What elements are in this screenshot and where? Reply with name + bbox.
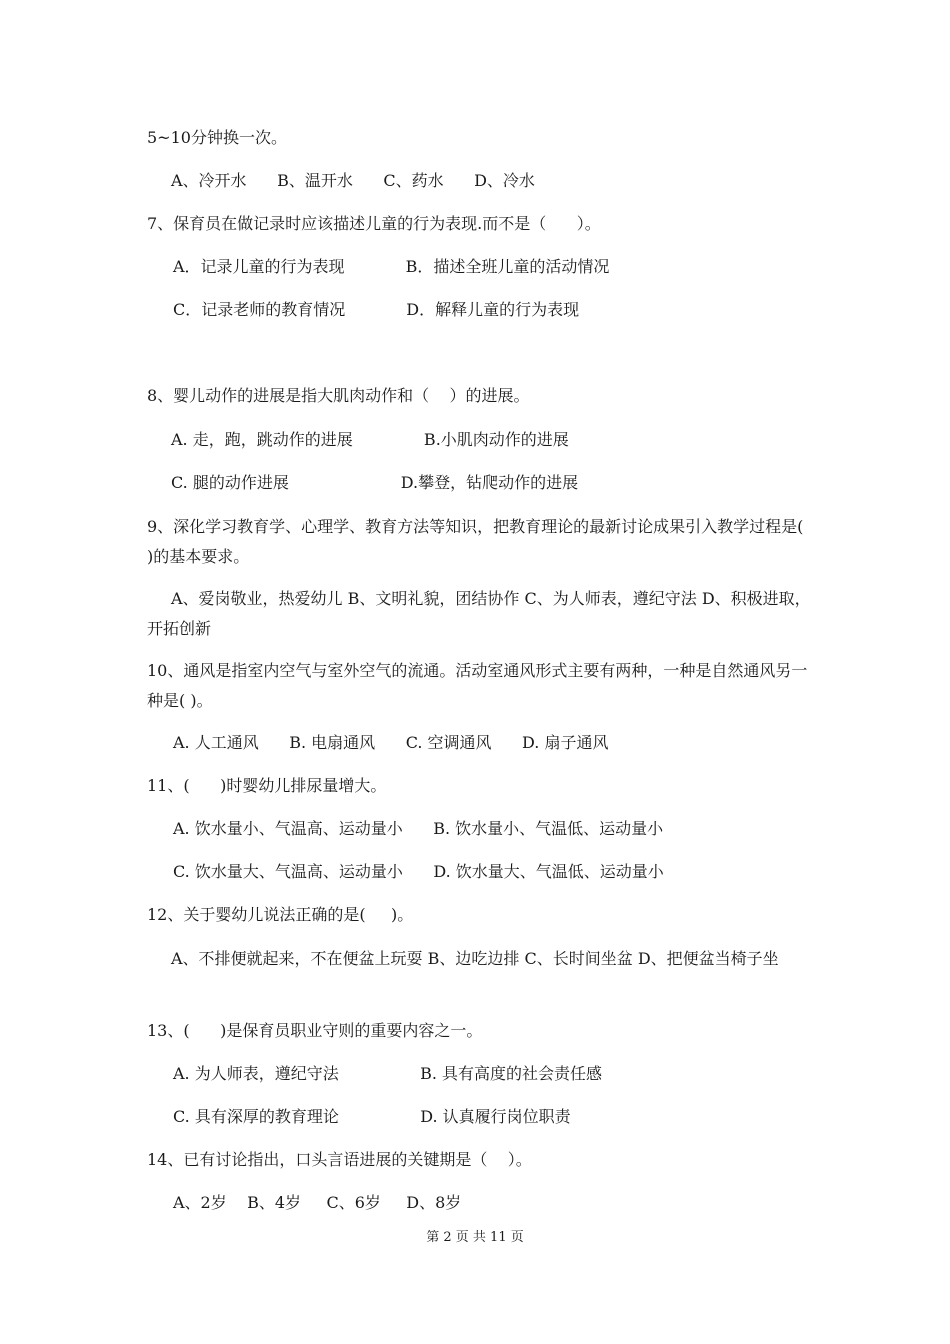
options-paragraph: A、爱岗敬业，热爱幼儿 B、文明礼貌，团结协作 C、为人师表，遵纪守法 D、积极进取，开拓创新 [147,589,811,638]
options-line: C．记录老师的教育情况 D．解释儿童的行为表现 [173,300,580,319]
options-line: C. 腿的动作进展 D.攀登，钻爬动作的进展 [171,473,579,492]
options-line: A. 饮水量小、气温高、运动量小 B. 饮水量小、气温低、运动量小 [173,819,664,838]
text-line: 5~10分钟换一次。 [147,128,287,147]
options-line: C. 具有深厚的教育理论 D. 认真履行岗位职责 [173,1107,571,1126]
options-line: C. 饮水量大、气温高、运动量小 D. 饮水量大、气温低、运动量小 [173,862,664,881]
options-line: A、冷开水 B、温开水 C、药水 D、冷水 [171,171,535,190]
question-9: 9、深化学习教育学、心理学、教育方法等知识，把教育理论的最新讨论成果引入教学过程是( )的基本要求。 [147,517,804,566]
question-10: 10、通风是指室内空气与室外空气的流通。活动室通风形式主要有两种，一种是自然通风另一种是( )。 [147,661,808,710]
question-8: 8、婴儿动作的进展是指大肌肉动作和（ ）的进展。 [147,386,530,405]
options-line: A．记录儿童的行为表现 B．描述全班儿童的活动情况 [173,257,610,276]
question-13: 13、( )是保育员职业守则的重要内容之一。 [147,1021,483,1040]
options-line: A. 为人师表，遵纪守法 B. 具有高度的社会责任感 [173,1064,603,1083]
options-line: A. 人工通风 B. 电扇通风 C. 空调通风 D. 扇子通风 [173,733,609,752]
page-footer: 第 2 页 共 11 页 [426,1230,524,1245]
question-14: 14、已有讨论指出，口头言语进展的关键期是（ ）。 [147,1150,532,1169]
question-12: 12、关于婴幼儿说法正确的是( )。 [147,905,414,924]
question-7: 7、保育员在做记录时应该描述儿童的行为表现.而不是（ ）。 [147,214,601,233]
question-11: 11、( )时婴幼儿排尿量增大。 [147,776,387,795]
options-line: A. 走，跑，跳动作的进展 B.小肌肉动作的进展 [171,430,569,449]
options-paragraph: A、不排便就起来，不在便盆上玩耍 B、边吃边排 C、长时间坐盆 D、把便盆当椅子坐 [171,949,779,968]
options-line: A、2岁 B、4岁 C、6岁 D、8岁 [173,1193,462,1212]
